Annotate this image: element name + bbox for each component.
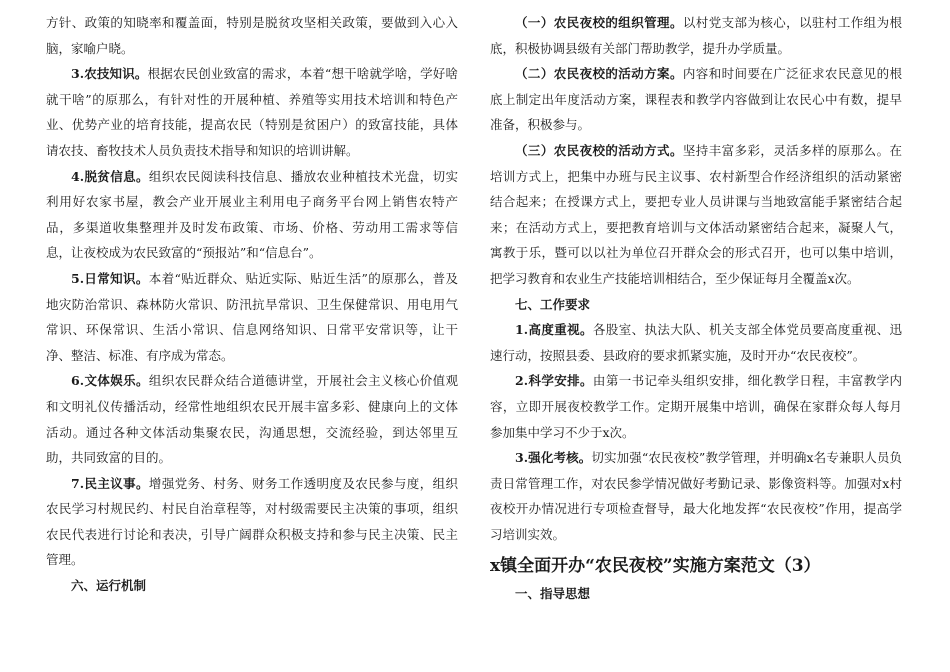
paragraph-title: 1.高度重视。 xyxy=(515,322,593,338)
paragraph-text: 各股室、执法大队、机关支部全体党员要高度重视、迅速行动，按照县委、县政府的要求抓紧实施，及时开办“农民夜校”。 xyxy=(490,322,902,363)
paragraph-title: 4.脱贫信息。 xyxy=(71,168,149,184)
paragraph-continued xyxy=(46,10,458,61)
right-column xyxy=(490,10,902,607)
paragraph-text: 组织农民阅读科技信息、播放农业种植技术光盘，切实利用好农家书屋，教会产业开展业主利用电子商务平台网上销售农特产品，多渠道收集整理并及时发布政策、市场、价格、劳动用工需求等信息，让夜校成为农民致富的“预报站”和“信息台”。 xyxy=(46,168,458,261)
paragraph-activity-plan xyxy=(490,61,902,138)
paragraph-title: 5.日常知识。 xyxy=(71,270,149,286)
paragraph-text: 坚持丰富多彩，灵活多样的原那么。在培训方式上，把集中办班与民主议事、农村新型合作经济组织的活动紧密结合起来；在授课方式上，要把专业人员讲课与当地致富能手紧密结合起来；在活动方式上，要把教育培训与文体活动紧密结合起来，凝聚人气，寓教于乐，暨可以以社为单位召开群众会的形式召开，也可以集中培训，把学习教育和农业生产技能培训相结合，至少保证每月全覆盖x次。 xyxy=(490,142,902,286)
section-heading-guiding-ideology: 一、指导思想 xyxy=(515,586,591,602)
paragraph-title: （三）农民夜校的活动方式。 xyxy=(515,142,683,158)
paragraph-agri-knowledge xyxy=(46,61,458,163)
paragraph-text: 以村党支部为核心，以驻村工作组为根底，积极协调县级有关部门帮助教学，提升办学质量。 xyxy=(490,15,902,56)
paragraph-title: 7.民主议事。 xyxy=(71,475,149,491)
paragraph-activity-method xyxy=(490,138,902,292)
paragraph-text: 本着“贴近群众、贴近实际、贴近生活”的原那么，普及地灾防治常识、森林防火常识、防汛抗旱常识、卫生保健常识、用电用气常识、环保常识、生活小常识、信息网络知识、日常平安常识等，让干净、整洁、标准、有序成为常态。 xyxy=(46,270,458,363)
document-title: x镇全面开办“农民夜校”实施方案范文（3） xyxy=(490,556,821,577)
paragraph-title: （一）农民夜校的组织管理。 xyxy=(515,15,683,30)
paragraph-poverty-info xyxy=(46,164,458,266)
paragraph-text: 组织农民群众结合道德讲堂，开展社会主义核心价值观和文明礼仪传播活动，经常性地组织农民开展丰富多彩、健康向上的文体活动。通过各种文体活动集聚农民，沟通思想，交流经验，到达邻里互助，共同致富的目的。 xyxy=(46,373,458,466)
paragraph-assessment xyxy=(490,445,902,547)
paragraph-text: 方针、政策的知晓率和覆盖面，特别是脱贫攻坚相关政策，要做到入心入脑，家喻户晓。 xyxy=(46,15,458,56)
paragraph-title: 3.农技知识。 xyxy=(71,66,148,82)
paragraph-org-management xyxy=(490,10,902,61)
paragraph-text: 由第一书记牵头组织安排，细化教学日程，丰富教学内容，立即开展夜校教学工作。定期开展集中培训，确保在家群众每人每月参加集中学习不少于x次。 xyxy=(490,373,902,440)
paragraph-text: 根据农民创业致富的需求，本着“想干啥就学啥，学好啥就干啥”的原那么，有针对性的开展种植、养殖等实用技术培训和特色产业、优势产业的培育技能，提高农民（特别是贫困户）的致富技能，具体请农技、畜牧技术人员负责技术指导和知识的培训讲解。 xyxy=(46,66,458,158)
paragraph-title: （二）农民夜校的活动方案。 xyxy=(515,66,683,82)
paragraph-title: 2.科学安排。 xyxy=(515,373,593,389)
paragraph-text: 增强党务、村务、财务工作透明度及农民参与度，组织农民学习村规民约、村民自治章程等，对村级需要民主决策的事项，组织农民代表进行讨论和表决，引导广阔群众积极支持和参与民主决策、民主管理。 xyxy=(46,475,458,568)
paragraph-democratic-affairs xyxy=(46,471,458,573)
paragraph-high-priority xyxy=(490,317,902,368)
section-heading-operation: 六、运行机制 xyxy=(71,578,147,594)
paragraph-recreation xyxy=(46,368,458,470)
paragraph-daily-knowledge xyxy=(46,266,458,368)
paragraph-text: 切实加强“农民夜校”教学管理，并明确x名专兼职人员负责日常管理工作，对农民参学情况做好考勤记录、影像资料等。加强对x村夜校开办情况进行专项检查督导，最大化地发挥“农民夜校”作用，提高学习培训实效。 xyxy=(490,450,902,542)
section-heading-requirements: 七、工作要求 xyxy=(515,296,591,312)
paragraph-scientific-arrangement xyxy=(490,368,902,445)
paragraph-text: 内容和时间要在广泛征求农民意见的根底上制定出年度活动方案，课程表和教学内容做到让农民心中有数，提早准备，积极参与。 xyxy=(490,66,902,133)
paragraph-title: 3.强化考核。 xyxy=(515,450,592,466)
paragraph-title: 6.文体娱乐。 xyxy=(71,373,149,389)
left-column xyxy=(46,10,458,599)
